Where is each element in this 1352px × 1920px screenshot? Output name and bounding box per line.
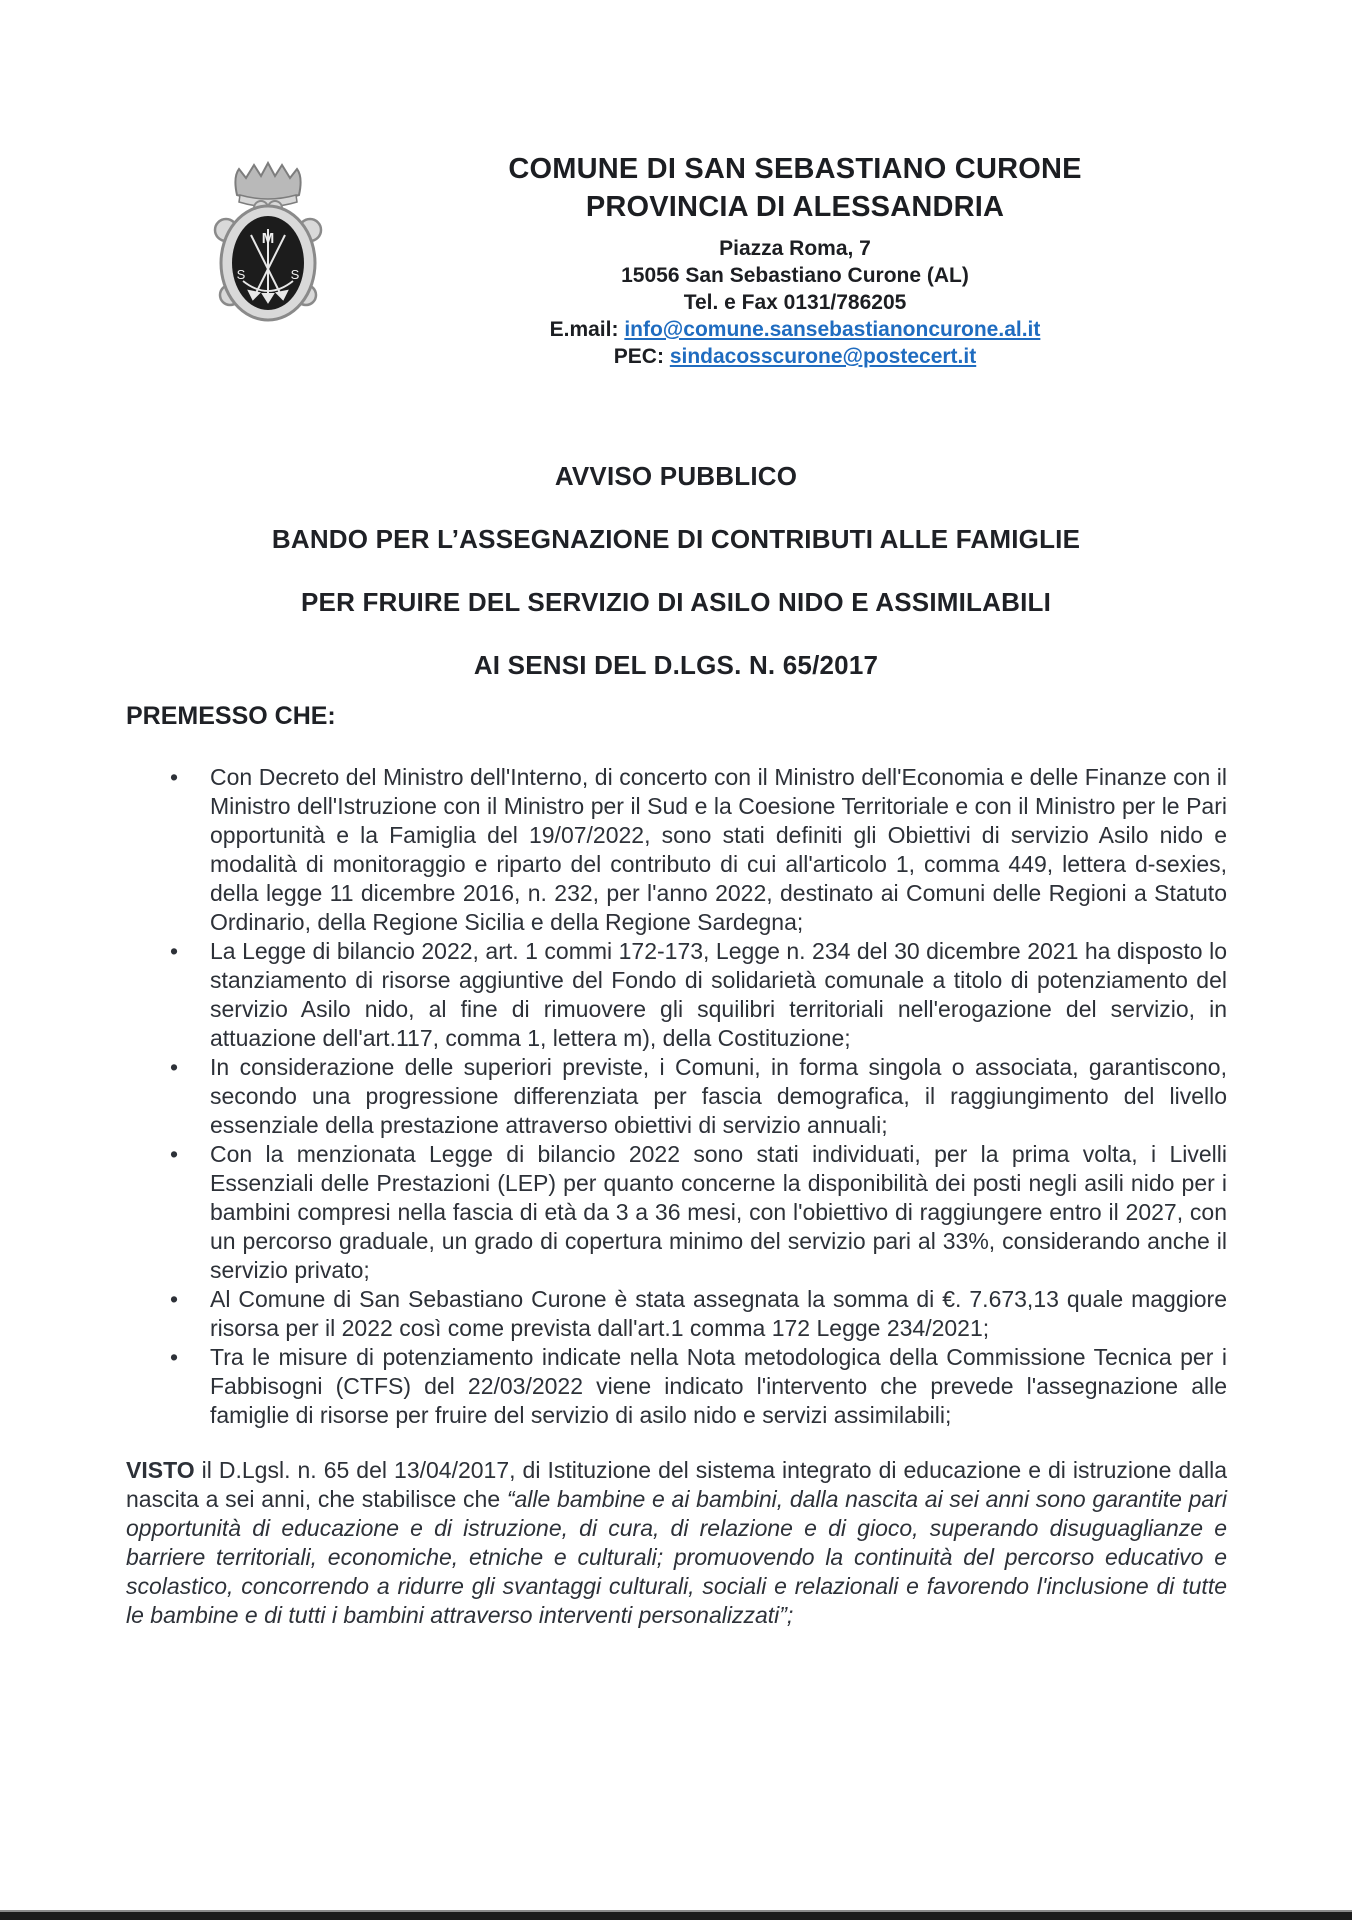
premesso-heading: PREMESSO CHE: — [126, 702, 336, 730]
email-line — [390, 316, 1200, 343]
bullet-text: Con la menzionata Legge di bilancio 2022 sono stati individuati, per la prima volta, i Livelli Essenziali delle Prestazioni (LEP) per quanto concerne la disponibilità dei posti negli asili nido per i bambini compresi nella fascia di età da 3 a 36 mesi, con l'obiettivo di raggiungere entro il 2027, con un percorso graduale, un grado di copertura minimo del servizio pari al 33%, considerando anche il servizio privato; — [210, 1141, 1227, 1283]
coat-letter-m: M — [261, 230, 275, 247]
list-item — [126, 1343, 1227, 1430]
bullet-text: Tra le misure di potenziamento indicate nella Nota metodologica della Commissione Tecnica per i Fabbisogni (CTFS) del 22/03/2022 viene indicato l'intervento che prevede l'assegnazione alle famiglie di risorse per fruire del servizio di asilo nido e servizi assimilabili; — [210, 1344, 1227, 1428]
bullet-text: In considerazione delle superiori previste, i Comuni, in forma singola o associata, garantiscono, secondo una progressione differenziata per fascia demografica, il raggiungimento del livello essenziale della prestazione attraverso obiettivi di servizio annuali; — [210, 1054, 1227, 1138]
document-body — [126, 763, 1227, 1653]
coat-letter-s-left: S — [236, 267, 246, 282]
email-link[interactable]: info@comune.sansebastianoncurone.al.it — [624, 318, 1041, 341]
phone-fax: Tel. e Fax 0131/786205 — [683, 291, 907, 314]
notice-title-avviso: AVVISO PUBBLICO — [554, 461, 798, 491]
bullet-icon: • — [169, 1141, 179, 1167]
list-item — [126, 1140, 1227, 1285]
bullet-text: La Legge di bilancio 2022, art. 1 commi 172-173, Legge n. 234 del 30 dicembre 2021 ha disposto lo stanziamento di risorse aggiuntive del Fondo di solidarietà comunale a titolo di potenziamento del servizio Asilo nido, al fine di rimuovere gli squilibri territoriali nell'erogazione del servizio, in attuazione dell'art.117, comma 1, lettera m), della Costituzione; — [210, 938, 1227, 1051]
bullet-icon: • — [169, 764, 179, 790]
address-street: Piazza Roma, 7 — [719, 237, 871, 260]
page-bottom-scan-edge — [0, 1912, 1352, 1920]
visto-quoted-text: “alle bambine e ai bambini, dalla nascita ai sei anni sono garantite pari opportunità di educazione e di istruzione, di cura, di relazione e di gioco, superando disuguaglianze e barriere territoriali, economiche, etniche e culturali; promuovendo la continuità del percorso educativo e scolastico, concorrendo a ridurre gli svantaggi culturali, sociali e relazionali e favorendo l'inclusione di tutte le bambine e di tutti i bambini attraverso interventi personalizzati”; — [126, 1486, 1227, 1628]
visto-body-text: il D.Lgsl. n. 65 del 13/04/2017, di Istituzione del sistema integrato di educazione e di istruzione dalla nascita a sei anni, che stabilisce che — [126, 1457, 1227, 1512]
province-name: PROVINCIA DI ALESSANDRIA — [585, 191, 1005, 223]
bullet-text: Al Comune di San Sebastiano Curone è stata assegnata la somma di €. 7.673,13 quale maggiore risorsa per il 2022 così come prevista dall'art.1 comma 172 Legge 234/2021; — [210, 1286, 1227, 1341]
notice-title-riferimento: AI SENSI DEL D.LGS. N. 65/2017 — [473, 650, 879, 680]
municipality-name: COMUNE DI SAN SEBASTIANO CURONE — [508, 153, 1082, 185]
pec-line — [390, 343, 1200, 370]
bullet-icon: • — [169, 938, 179, 964]
premesso-bullet-list — [126, 763, 1227, 1430]
bullet-icon: • — [169, 1344, 179, 1370]
pec-link[interactable]: sindacosscurone@postecert.it — [669, 345, 977, 368]
letterhead — [390, 150, 1200, 370]
crown-icon — [235, 163, 300, 207]
bullet-icon: • — [169, 1286, 179, 1312]
visto-lead: VISTO — [126, 1457, 195, 1483]
list-item — [126, 1285, 1227, 1343]
municipal-coat-of-arms-icon — [213, 155, 323, 325]
notice-title-servizio: PER FRUIRE DEL SERVIZIO DI ASILO NIDO E ASSIMILABILI — [300, 587, 1052, 617]
list-item — [126, 763, 1227, 937]
bullet-text: Con Decreto del Ministro dell'Interno, di concerto con il Ministro dell'Economia e delle Finanze con il Ministro dell'Istruzione con il Ministro per il Sud e la Coesione Territoriale e con il Ministro per le Pari opportunità e la Famiglia del 19/07/2022, sono stati definiti gli Obiettivi di servizio Asilo nido e modalità di monitoraggio e riparto del contributo di cui all'articolo 1, comma 449, lettera d-sexies, della legge 11 dicembre 2016, n. 232, per l'anno 2022, destinato ai Comuni delle Regioni a Statuto Ordinario, della Regione Sicilia e della Regione Sardegna; — [210, 764, 1227, 935]
address-city: 15056 San Sebastiano Curone (AL) — [621, 264, 969, 287]
bullet-icon: • — [169, 1054, 179, 1080]
list-item — [126, 1053, 1227, 1140]
address-block — [390, 235, 1200, 370]
visto-paragraph — [126, 1456, 1227, 1630]
notice-title-bando: BANDO PER L’ASSEGNAZIONE DI CONTRIBUTI ALLE FAMIGLIE — [271, 524, 1081, 554]
coat-letter-s-right: S — [290, 267, 300, 282]
pec-label: PEC: — [613, 345, 664, 368]
list-item — [126, 937, 1227, 1053]
email-label: E.mail: — [549, 318, 619, 341]
notice-titles — [0, 462, 1352, 714]
